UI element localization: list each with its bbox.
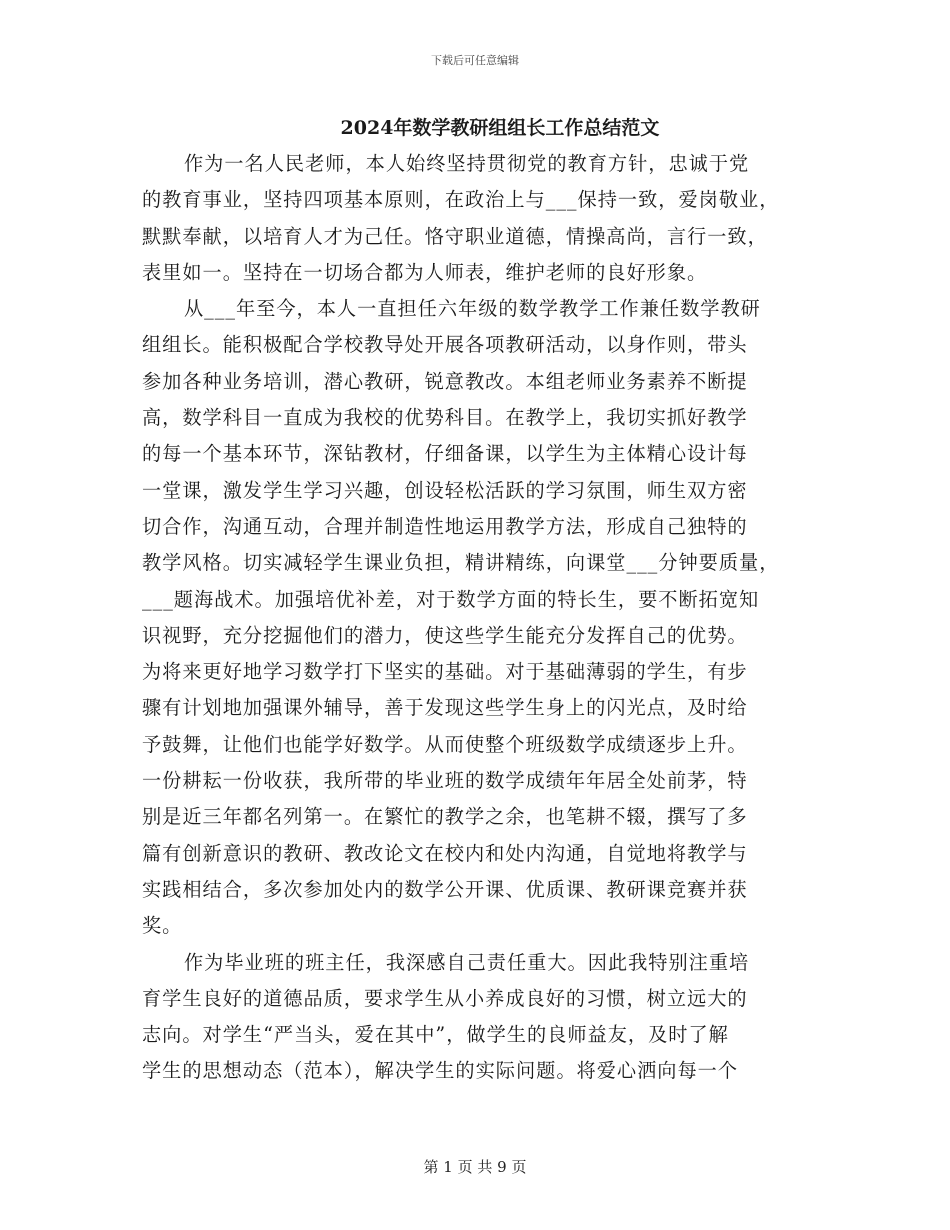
text-line: 参加各种业务培训，潜心教研，锐意教改。本组老师业务素养不断提 (142, 369, 748, 393)
text-line: 志向。对学生“严当头，爱在其中”，做学生的良师益友，及时了解 (142, 1023, 729, 1047)
text-line: 别是近三年都名列第一。在繁忙的教学之余，也笔耕不辍，撰写了多 (142, 805, 748, 829)
document-title: 2024年数学教研组组长工作总结范文 (340, 117, 660, 139)
text-line: 奖。 (142, 914, 183, 938)
text-line: 的每一个基本环节，深钻教材，仔细备课，以学生为主体精心设计每 (142, 442, 748, 466)
text-line: 的教育事业，坚持四项基本原则，在政治上与___保持一致，爱岗敬业， (142, 188, 780, 212)
text-line: 组组长。能积极配合学校教导处开展各项教研活动，以身作则，带头 (142, 333, 748, 357)
text-line: 高，数学科目一直成为我校的优势科目。在教学上，我切实抓好教学 (142, 406, 748, 430)
text-line: 骤有计划地加强课外辅导，善于发现这些学生身上的闪光点，及时给 (142, 696, 748, 720)
text-line: 为将来更好地学习数学打下坚实的基础。对于基础薄弱的学生，有步 (142, 660, 748, 684)
text-line: 作为一名人民老师，本人始终坚持贯彻党的教育方针，忠诚于党 (184, 152, 750, 175)
document-body (142, 146, 822, 1090)
text-line: 一份耕耘一份收获，我所带的毕业班的数学成绩年年居全处前茅，特 (142, 769, 748, 793)
text-line: 切合作，沟通互动，合理并制造性地运用教学方法，形成自己独特的 (142, 514, 748, 538)
text-line: ___题海战术。加强培优补差，对于数学方面的特长生，要不断拓宽知 (142, 587, 760, 611)
text-line: 学生的思想动态（范本），解决学生的实际问题。将爱心洒向每一个 (142, 1059, 739, 1083)
text-line: 表里如一。坚持在一切场合都为人师表，维护老师的良好形象。 (142, 260, 708, 284)
text-line: 篇有创新意识的教研、教改论文在校内和处内沟通，自觉地将教学与 (142, 841, 748, 865)
text-line: 默默奉献，以培育人才为己任。恪守职业道德，情操高尚，言行一致， (142, 224, 768, 248)
text-line: 作为毕业班的班主任，我深感自己责任重大。因此我特别注重培 (184, 950, 750, 974)
text-line: 实践相结合，多次参加处内的数学公开课、优质课、教研课竞赛并获 (142, 877, 748, 901)
text-line: 教学风格。切实减轻学生课业负担，精讲精练，向课堂___分钟要质量， (142, 551, 780, 575)
text-line: 予鼓舞，让他们也能学好数学。从而使整个班级数学成绩逐步上升。 (142, 732, 748, 756)
text-line: 育学生良好的道德品质，要求学生从小养成良好的习惯，树立远大的 (142, 986, 748, 1010)
text-line: 从___年至今，本人一直担任六年级的数学教学工作兼任数学教研 (184, 297, 761, 321)
page-header-note: 下载后可任意编辑 (431, 54, 519, 67)
text-line: 识视野，充分挖掘他们的潜力，使这些学生能充分发挥自己的优势。 (142, 623, 748, 647)
page-number: 第 1 页 共 9 页 (423, 1158, 527, 1176)
text-line: 一堂课，激发学生学习兴趣，创设轻松活跃的学习氛围，师生双方密 (142, 478, 748, 502)
